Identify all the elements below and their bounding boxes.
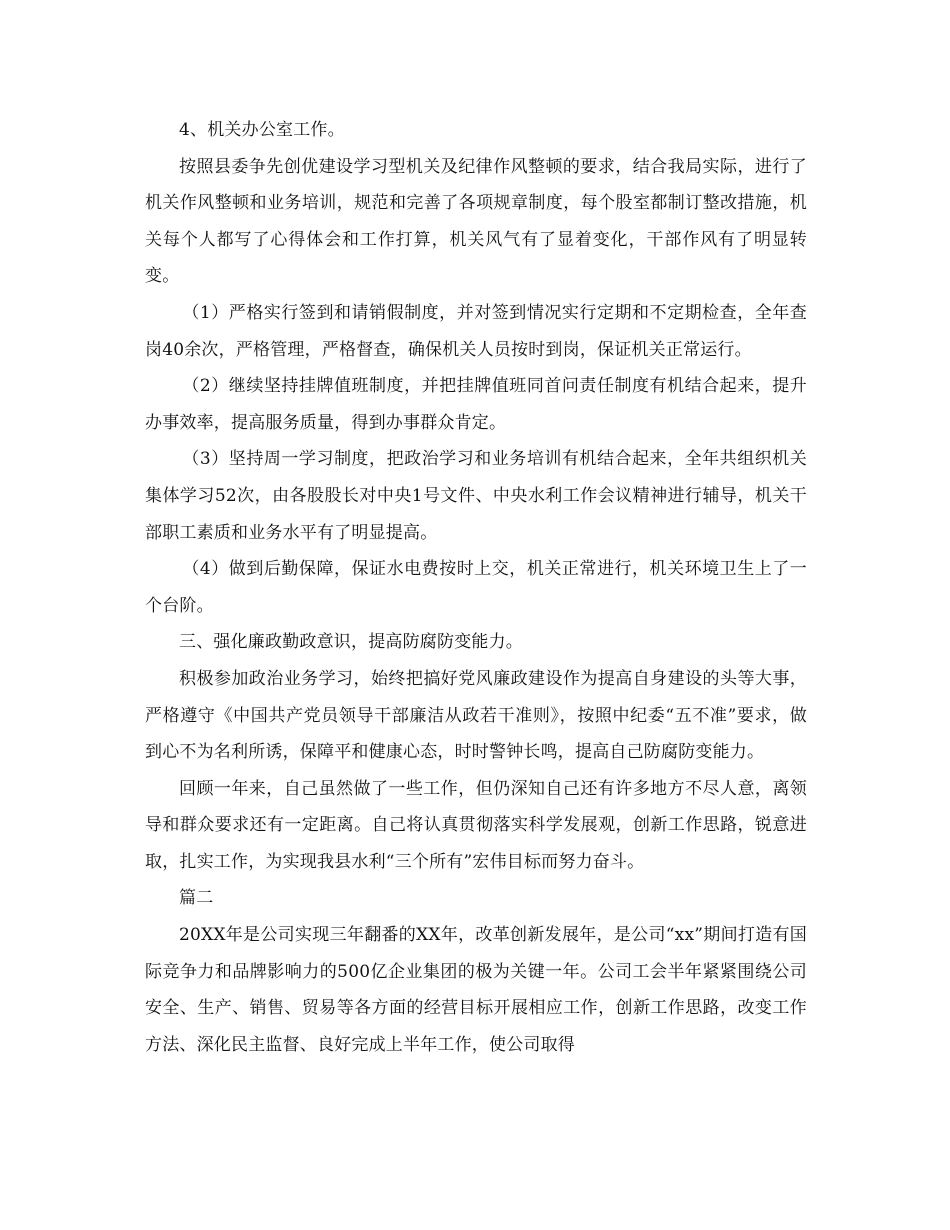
section-heading-part-two: 篇二 <box>179 888 214 909</box>
document-page <box>145 112 807 1063</box>
paragraph-review: 回顾一年来，自己虽然做了一些工作，但仍深知自己还有许多地方不尽人意，离领导和群众要求还有一定距离。自己将认真贯彻落实科学发展观，创新工作思路，锐意进取，扎实工作，为实现我县水利“三个所有”宏伟目标而努力奋斗。 <box>145 778 807 872</box>
section-heading-integrity: 三、强化廉政勤政意识，提高防腐防变能力。 <box>179 632 523 653</box>
list-item-3-study: （3）坚持周一学习制度，把政治学习和业务培训有机结合起来，全年共组织机关集体学习52次，由各股股长对中央1号文件、中央水利工作会议精神进行辅导，机关干部职工素质和业务水平有了明显提高。 <box>145 449 807 543</box>
list-item-4-logistics: （4）做到后勤保障，保证水电费按时上交，机关正常进行，机关环境卫生上了一个台阶。 <box>145 559 807 616</box>
section-heading-office-work: 4、机关办公室工作。 <box>179 120 345 140</box>
paragraph-office-rectification: 按照县委争先创优建设学习型机关及纪律作风整顿的要求，结合我局实际，进行了机关作风整顿和业务培训，规范和完善了各项规章制度，每个股室都制订整改措施，机关每个人都写了心得体会和工作打算，机关风气有了显着变化，干部作风有了明显转变。 <box>145 156 807 287</box>
list-item-2-duty: （2）继续坚持挂牌值班制度，并把挂牌值班同首问责任制度有机结合起来，提升办事效率，提高服务质量，得到办事群众肯定。 <box>145 376 807 433</box>
paragraph-integrity: 积极参加政治业务学习，始终把搞好党风廉政建设作为提高自身建设的头等大事，严格遵守《中国共产党员领导干部廉洁从政若干准则》，按照中纪委“五不准”要求，做到心不为名利所诱，保障平和健康心态，时时警钟长鸣，提高自己防腐防变能力。 <box>145 668 807 763</box>
list-item-1-sign-in: （1）严格实行签到和请销假制度，并对签到情况实行定期和不定期检查，全年查岗40余次，严格管理，严格督查，确保机关人员按时到岗，保证机关正常运行。 <box>145 302 807 360</box>
paragraph-part-two-intro: 20XX年是公司实现三年翻番的XX年，改革创新发展年，是公司“xx”期间打造有国际竞争力和品牌影响力的500亿企业集团的极为关键一年。公司工会半年紧紧围绕公司安全、生产、销售、贸易等各方面的经营目标开展相应工作，创新工作思路，改变工作方法、深化民主监督、良好完成上半年工作，使公司取得 <box>145 925 807 1055</box>
